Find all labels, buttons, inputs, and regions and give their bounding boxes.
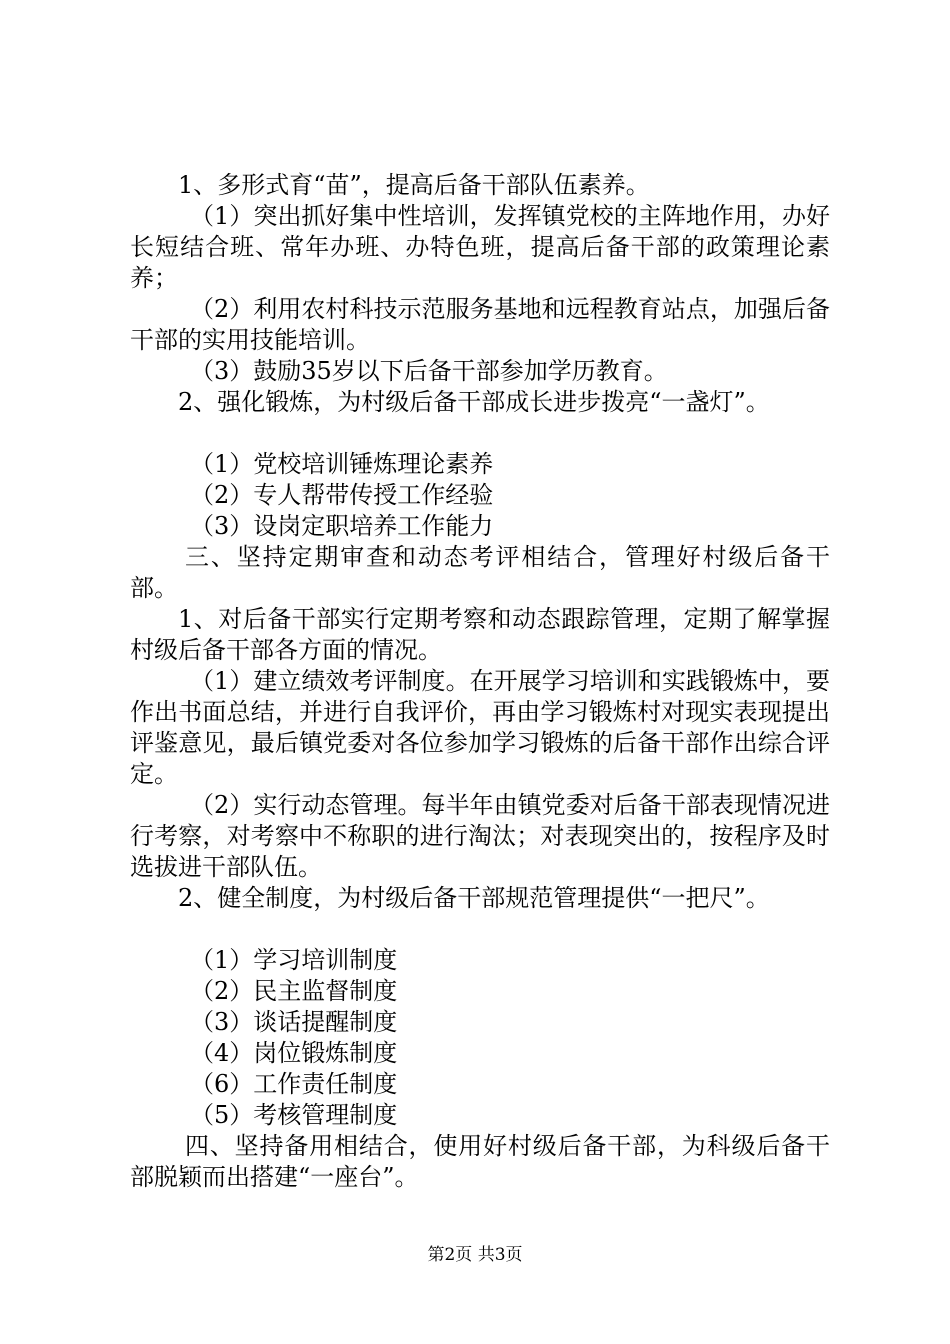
list-item: （2）专人帮带传授工作经验 — [190, 481, 494, 509]
list-item: （3）设岗定职培养工作能力 — [190, 512, 494, 540]
list-item: （6）工作责任制度 — [190, 1070, 398, 1098]
page-number: 第2页 共3页 — [427, 1245, 523, 1265]
paragraph: 1、多形式育“苗”，提高后备干部队伍素养。 — [178, 171, 650, 199]
list-item: （5）考核管理制度 — [190, 1101, 398, 1129]
paragraph: （1）突出抓好集中性培训，发挥镇党校的主阵地作用，办好长短结合班、常年办班、办特色班，提高后备干部的政策理论素养； — [130, 202, 830, 292]
list-item: （3）谈话提醒制度 — [190, 1008, 398, 1036]
paragraph: （2）实行动态管理。每半年由镇党委对后备干部表现情况进行考察，对考察中不称职的进行淘汰；对表现突出的，按程序及时选拔进干部队伍。 — [130, 791, 830, 881]
list-item: （1）党校培训锤炼理论素养 — [190, 450, 494, 478]
section-heading: 三、坚持定期审查和动态考评相结合，管理好村级后备干部。 — [130, 543, 830, 602]
list-item: （1）学习培训制度 — [190, 946, 398, 974]
paragraph: 2、强化锻炼，为村级后备干部成长进步拨亮“一盏灯”。 — [178, 388, 770, 416]
paragraph: （2）利用农村科技示范服务基地和远程教育站点，加强后备干部的实用技能培训。 — [130, 295, 830, 354]
list-item: （2）民主监督制度 — [190, 977, 398, 1005]
blank-line — [130, 914, 830, 945]
paragraph: （1）建立绩效考评制度。在开展学习培训和实践锻炼中，要作出书面总结，并进行自我评价，再由学习锻炼村对现实表现提出评鉴意见，最后镇党委对各位参加学习锻炼的后备干部作出综合评定。 — [130, 667, 830, 788]
section-heading: 四、坚持备用相结合，使用好村级后备干部，为科级后备干部脱颖而出搭建“一座台”。 — [130, 1132, 830, 1191]
list-item: （4）岗位锻炼制度 — [190, 1039, 398, 1067]
paragraph: 1、对后备干部实行定期考察和动态跟踪管理，定期了解掌握村级后备干部各方面的情况。 — [130, 605, 830, 664]
paragraph: 2、健全制度，为村级后备干部规范管理提供“一把尺”。 — [178, 884, 770, 912]
blank-line — [130, 418, 830, 449]
paragraph: （3）鼓励35岁以下后备干部参加学历教育。 — [190, 357, 668, 385]
document-body — [130, 170, 830, 1193]
